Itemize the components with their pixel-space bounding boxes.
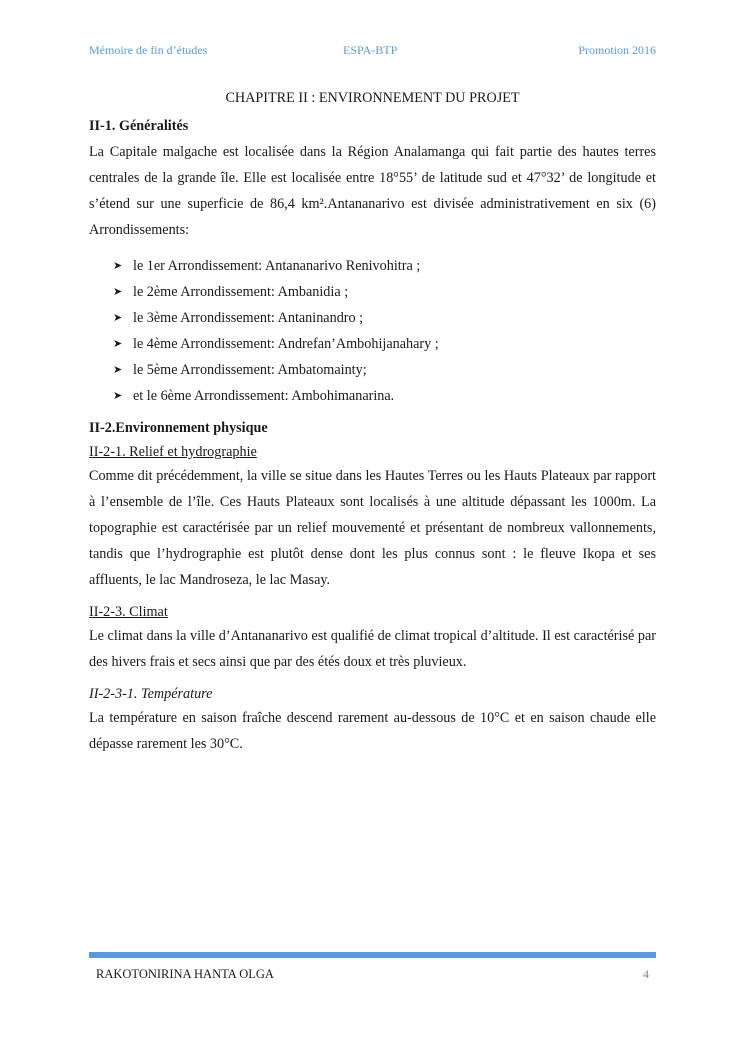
paragraph-climat: Le climat dans la ville d’Antananarivo est qualifié de climat tropical d’altitude. Il est caractérisé par des hivers frais et secs ainsi que par des étés doux et très pluvieux. <box>89 628 656 670</box>
page-content <box>89 88 656 757</box>
arrondissement-list <box>89 253 656 409</box>
list-item <box>113 279 656 305</box>
section-heading-environnement: II-2.Environnement physique <box>89 420 268 436</box>
list-item-text: le 2ème Arrondissement: Ambanidia ; <box>133 284 349 300</box>
list-item-text: le 1er Arrondissement: Antananarivo Renivohitra ; <box>133 258 421 274</box>
page-number: 4 <box>643 967 649 981</box>
list-item-text: le 5ème Arrondissement: Ambatomainty; <box>133 362 367 378</box>
arrow-bullet-icon: ➤ <box>113 286 123 298</box>
subsection-heading-relief: II-2-1. Relief et hydrographie <box>89 444 257 460</box>
list-item <box>113 383 656 409</box>
list-item-text: le 4ème Arrondissement: Andrefan’Ambohijanahary ; <box>133 336 439 352</box>
list-item <box>113 305 656 331</box>
chapter-title: CHAPITRE II : ENVIRONNEMENT DU PROJET <box>225 90 520 106</box>
paragraph-temperature: La température en saison fraîche descend rarement au-dessous de 10°C et en saison chaude elle dépasse rarement les 30°C. <box>89 710 656 752</box>
arrow-bullet-icon: ➤ <box>113 364 123 376</box>
arrow-bullet-icon: ➤ <box>113 390 123 402</box>
arrow-bullet-icon: ➤ <box>113 312 123 324</box>
list-item <box>113 331 656 357</box>
header-center-text: ESPA-BTP <box>343 43 398 57</box>
list-item-text: le 3ème Arrondissement: Antaninandro ; <box>133 310 364 326</box>
subsection-heading-climat: II-2-3. Climat <box>89 604 168 620</box>
arrow-bullet-icon: ➤ <box>113 338 123 350</box>
footer-author: RAKOTONIRINA HANTA OLGA <box>96 967 274 981</box>
list-item <box>113 357 656 383</box>
list-item <box>113 253 656 279</box>
list-item-text: et le 6ème Arrondissement: Ambohimanarina. <box>133 388 395 404</box>
footer-divider-bar <box>89 952 656 958</box>
header-left-text: Mémoire de fin d’études <box>89 43 208 57</box>
arrow-bullet-icon: ➤ <box>113 260 123 272</box>
header-right-text: Promotion 2016 <box>578 43 656 57</box>
paragraph-relief: Comme dit précédemment, la ville se situe dans les Hautes Terres ou les Hauts Plateaux par rapport à l’ensemble de l’île. Ces Hauts Plateaux sont localisés à une altitude dépassant les 1000m. La topographie est caractérisée par un relief mouvementé et présentant de nombreux vallonnements, tandis que l’hydrographie est plutôt dense dont les plus connus sont : le fleuve Ikopa et ses affluents, le lac Mandroseza, le lac Masay. <box>89 468 656 588</box>
section-heading-generalites: II-1. Généralités <box>89 118 189 134</box>
paragraph-generalites: La Capitale malgache est localisée dans la Région Analamanga qui fait partie des hautes terres centrales de la grande île. Elle est localisée entre 18°55’ de latitude sud et 47°32’ de longitude et s’étend sur une superficie de 86,4 km².Antananarivo est divisée administrativement en six (6) Arrondissements: <box>89 144 656 238</box>
subsection-heading-temperature: II-2-3-1. Température <box>89 686 213 702</box>
